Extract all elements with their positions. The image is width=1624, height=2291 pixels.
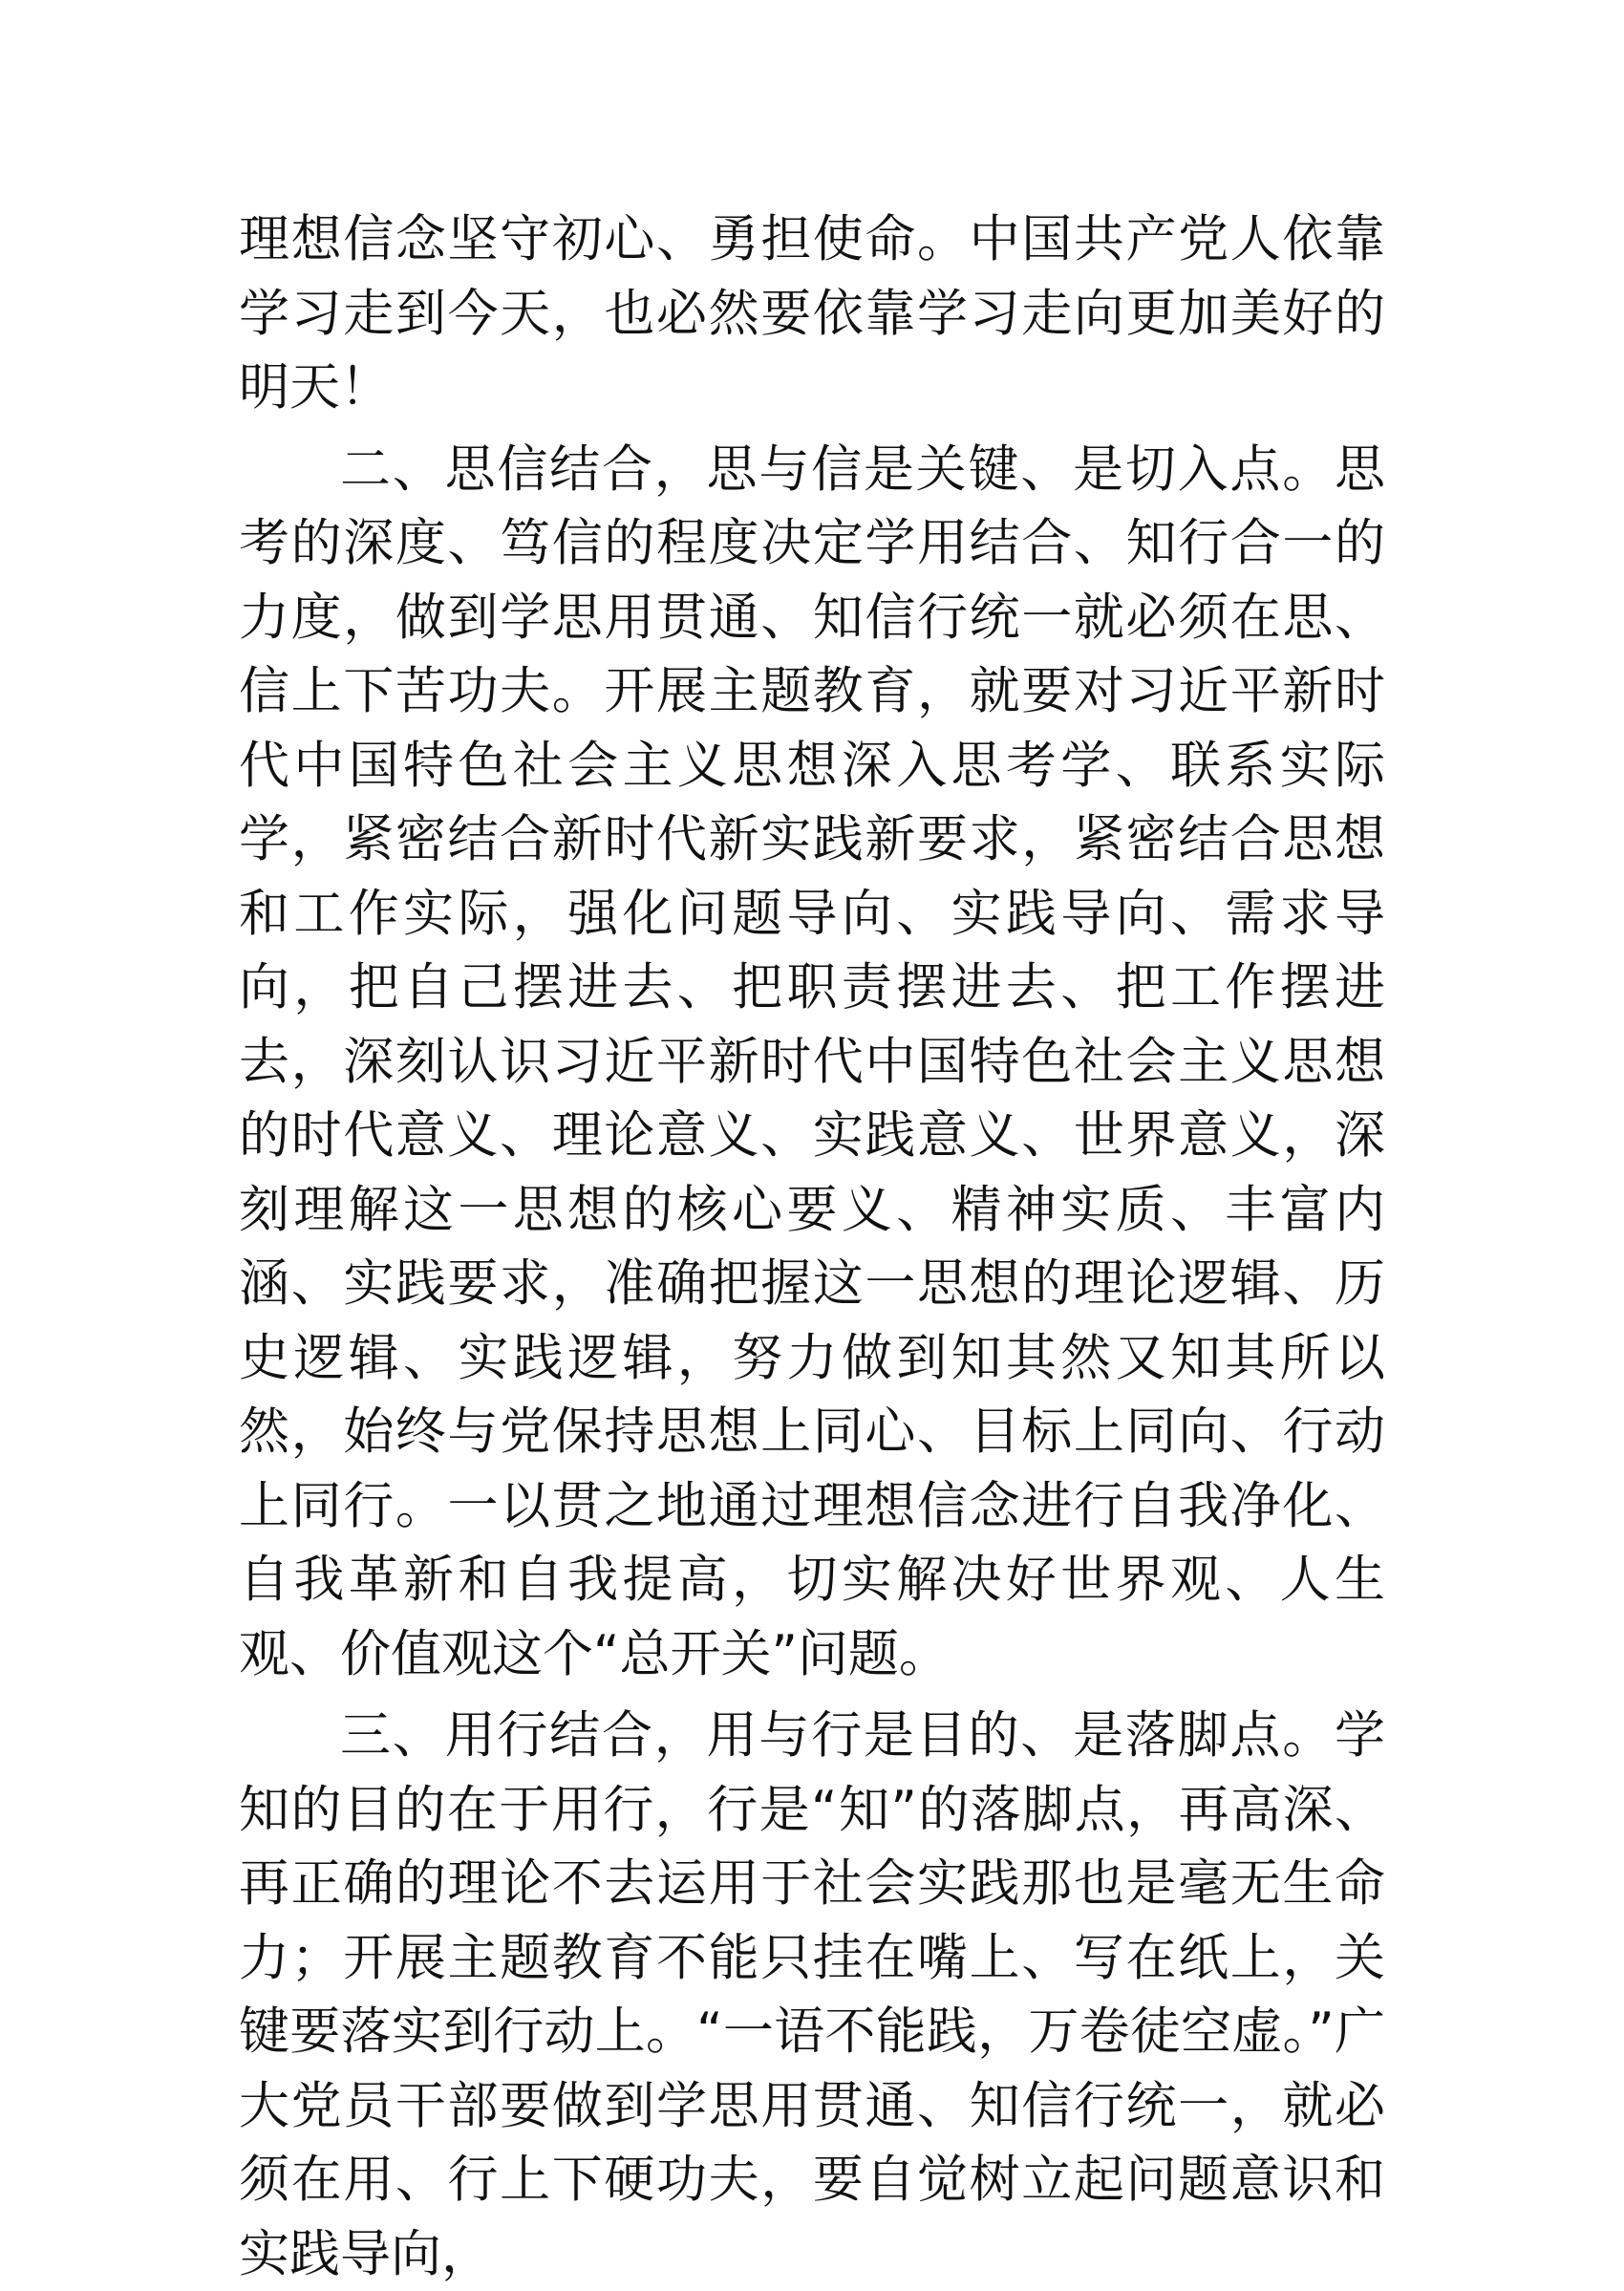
paragraph-section-three: 三、用行结合，用与行是目的、是落脚点。学知的目的在于用行，行是“知”的落脚点，再高深、再正确的理论不去运用于社会实践那也是毫无生命力；开展主题教育不能只挂在嘴上、写在纸上，关键要落实到行动上。“一语不能践，万卷徒空虚。”广大党员干部要做到学思用贯通、知信行统一，就必须在用、行上下硬功夫，要自觉树立起问题意识和实践导向， (239, 1706, 1385, 2283)
paragraph-section-two: 二、思信结合，思与信是关键、是切入点。思考的深度、笃信的程度决定学用结合、知行合一的力度，做到学思用贯通、知信行统一就必须在思、信上下苦功夫。开展主题教育，就要对习近平新时代中国特色社会主义思想深入思考学、联系实际学，紧密结合新时代新实践新要求，紧密结合思想和工作实际，强化问题导向、实践导向、需求导向，把自己摆进去、把职责摆进去、把工作摆进去，深刻认识习近平新时代中国特色社会主义思想的时代意义、理论意义、实践意义、世界意义，深刻理解这一思想的核心要义、精神实质、丰富内涵、实践要求，准确把握这一思想的理论逻辑、历史逻辑、实践逻辑，努力做到知其然又知其所以然，始终与党保持思想上同心、目标上同向、行动上同行。一以贯之地通过理想信念进行自我净化、自我革新和自我提高，切实解决好世界观、人生观、价值观这个“总开关”问题。 (239, 439, 1385, 1683)
body-text (239, 203, 1385, 2291)
paragraph-continuation: 理想信念坚守初心、勇担使命。中国共产党人依靠学习走到今天，也必然要依靠学习走向更加美好的明天！ (239, 210, 1385, 417)
